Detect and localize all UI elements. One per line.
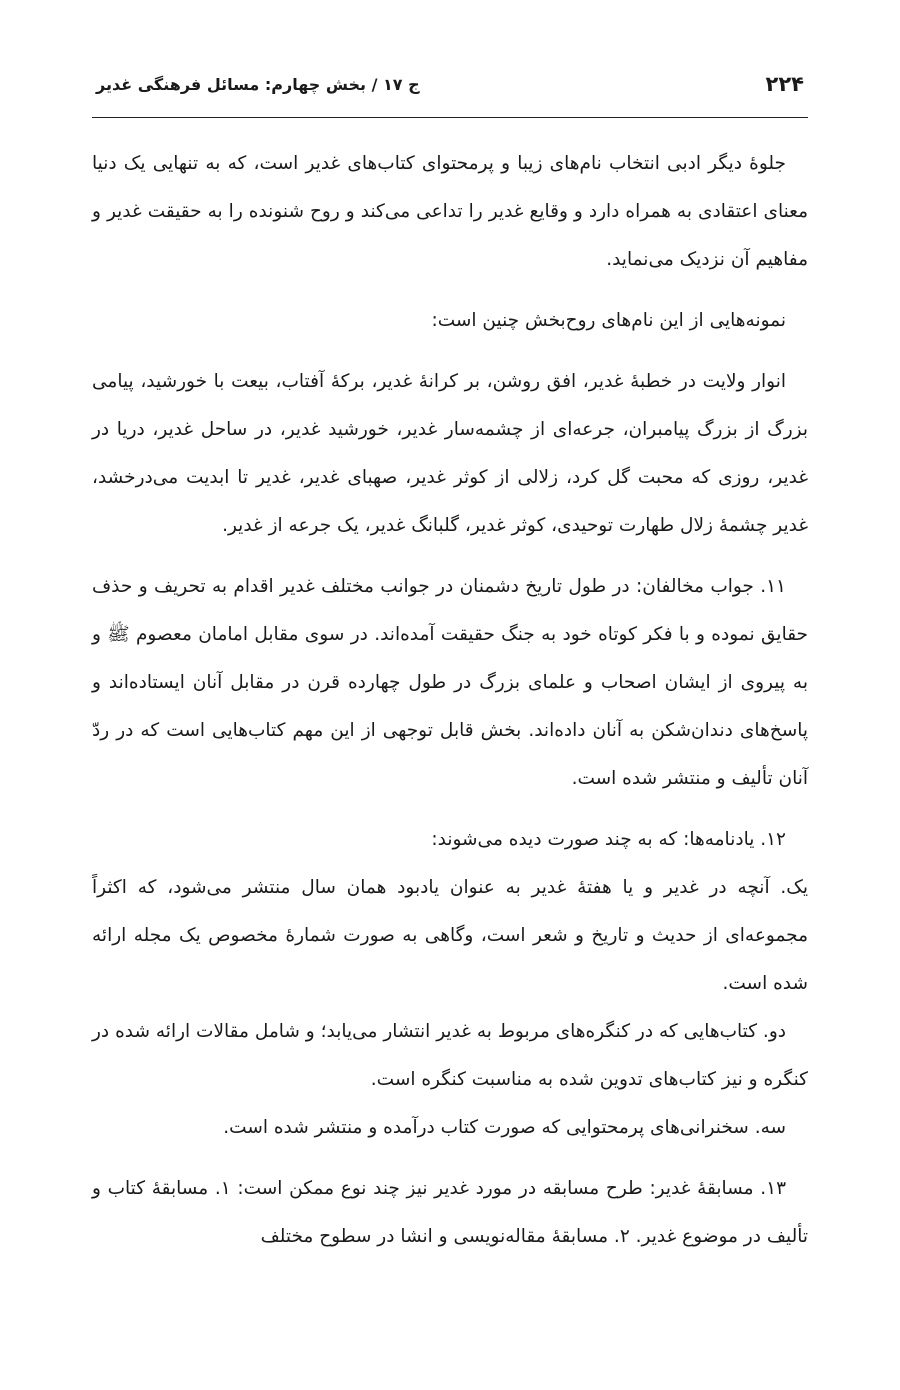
paragraph-item-12: ۱۲. یادنامه‌ها: که به چند صورت دیده می‌شوند: [431, 829, 786, 850]
paragraph-literary-names: جلوهٔ دیگر ادبی انتخاب نام‌های زیبا و پرمحتوای کتاب‌های غدیر است، که به تنهایی یک دنیا معنای اعتقادی به همراه دارد و وقایع غدیر را تداعی می‌کند و روح شنونده را به حقیقت غدیر و مفاهیم آن نزدیک می‌نماید. [92, 153, 808, 270]
running-header [92, 66, 808, 112]
running-title: ج ۱۷ / بخش چهارم: مسائل فرهنگی غدیر [96, 75, 420, 94]
paragraph-examples-intro: نمونه‌هایی از این نام‌های روح‌بخش چنین است: [431, 310, 786, 331]
paragraph-examples-list: انوار ولایت در خطبهٔ غدیر، افق روشن، بر کرانهٔ غدیر، برکهٔ آفتاب، بیعت با خورشید، پیامی بزرگ از بزرگ پیامبران، جرعه‌ای از چشمه‌سار غدیر، خورشید غدیر، در ساحل غدیر، دریا در غدیر، روزی که محبت گل کرد، زلالی از کوثر غدیر، صهبای غدیر، غدیر تا ابدیت می‌درخشد، غدیر چشمهٔ زلال طهارت توحیدی، کوثر غدیر، گلبانگ غدیر، یک جرعه از غدیر. [92, 371, 808, 536]
paragraph-item-12-three: سه. سخنرانی‌های پرمحتوایی که صورت کتاب درآمده و منتشر شده است. [223, 1117, 786, 1138]
paragraph-item-12-one: یک. آنچه در غدیر و یا هفتهٔ غدیر به عنوان یادبود همان سال منتشر می‌شود، که اکثراً مجموعه‌ای از حدیث و تاریخ و شعر است، وگاهی به صورت شمارهٔ مخصوص یک مجله ارائه شده است. [92, 877, 808, 994]
body-text [92, 140, 808, 1261]
header-rule [92, 117, 808, 118]
page-number: ۲۲۴ [765, 72, 804, 96]
paragraph-item-11: ۱۱. جواب مخالفان: در طول تاریخ دشمنان در جوانب مختلف غدیر اقدام به تحریف و حذف حقایق نموده و با فکر کوتاه خود به جنگ حقیقت آمده‌اند. در سوی مقابل امامان معصوم ﷺ و به پیروی از ایشان اصحاب و علمای بزرگ در طول چهارده قرن در مقابل آنان ایستاده‌اند و پاسخ‌های دندان‌شکن به آنان داده‌اند. بخش قابل توجهی از این مهم کتاب‌هایی است که در ردّ آنان تألیف و منتشر شده است. [92, 576, 808, 789]
book-page [92, 0, 808, 1390]
paragraph-item-13: ۱۳. مسابقهٔ غدیر: طرح مسابقه در مورد غدیر نیز چند نوع ممکن است: ۱. مسابقهٔ کتاب و تألیف در موضوع غدیر. ۲. مسابقهٔ مقاله‌نویسی و انشا در سطوح مختلف [92, 1178, 808, 1247]
paragraph-item-12-two: دو. کتاب‌هایی که در کنگره‌های مربوط به غدیر انتشار می‌یابد؛ و شامل مقالات ارائه شده در کنگره و نیز کتاب‌های تدوین شده به مناسبت کنگره است. [92, 1021, 808, 1090]
